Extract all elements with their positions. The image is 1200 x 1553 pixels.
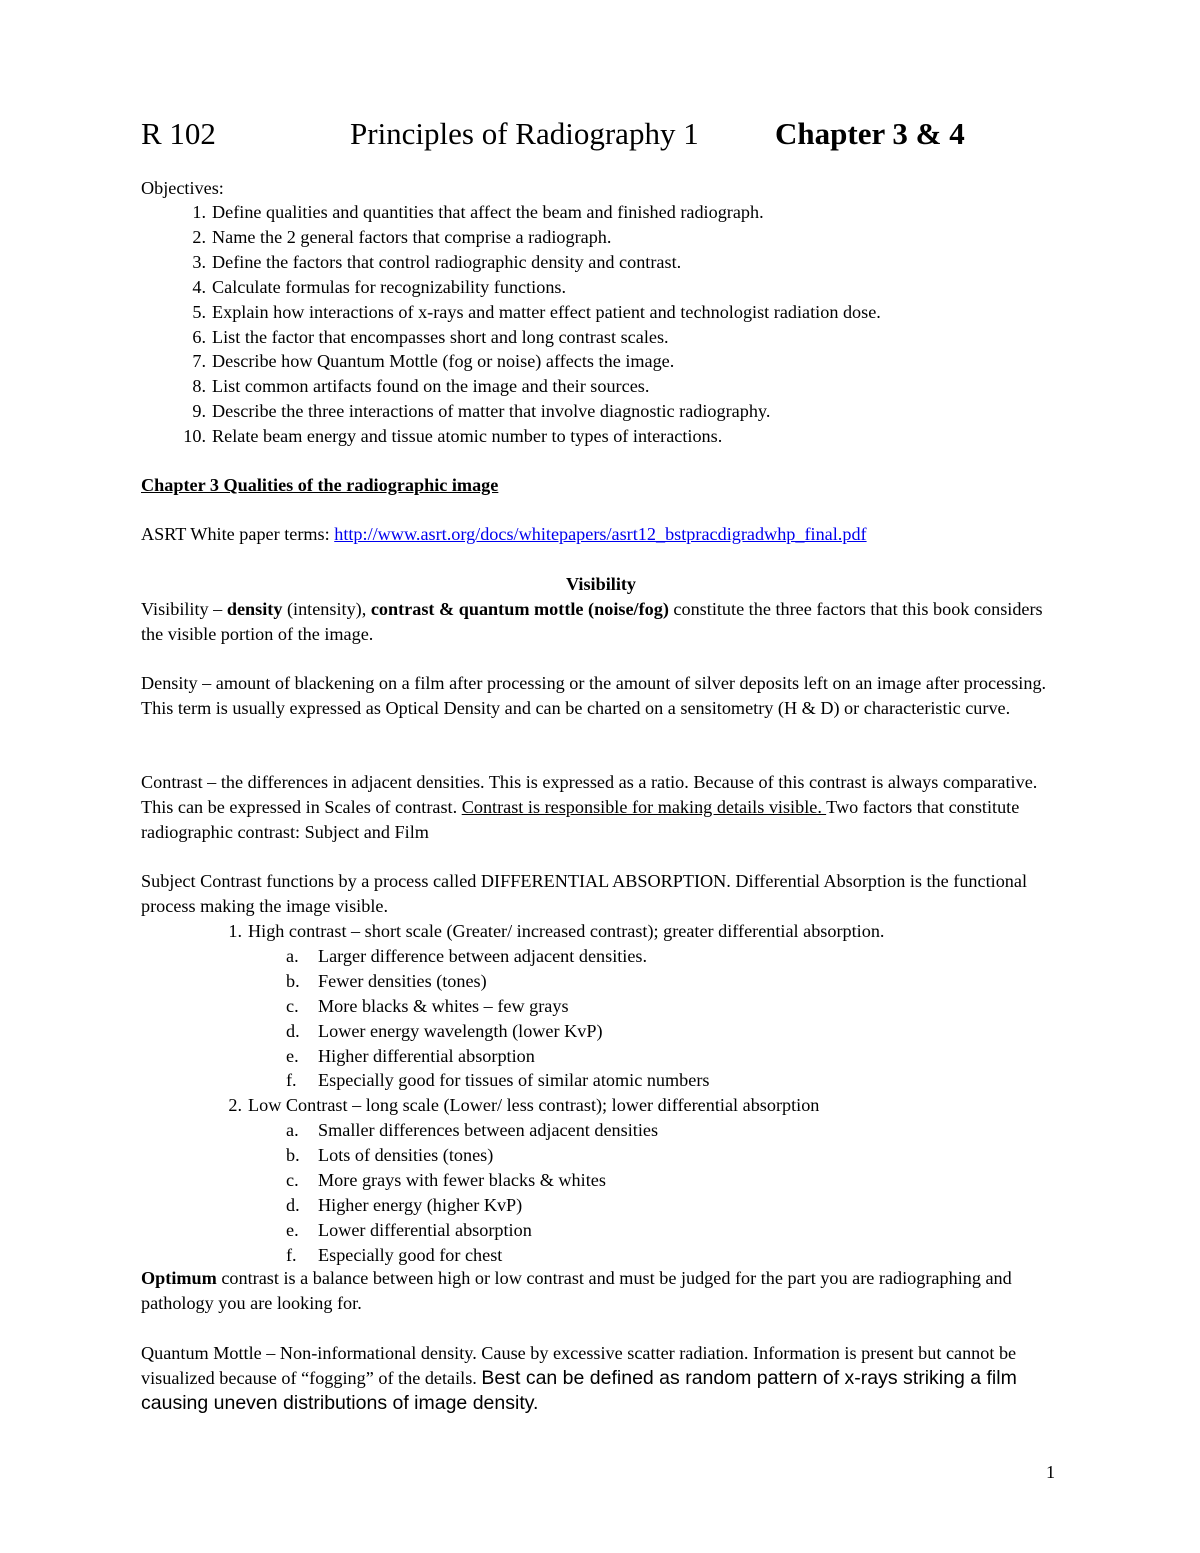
sublist-item bbox=[286, 944, 884, 969]
sublist-item bbox=[286, 969, 884, 994]
sublist-item bbox=[286, 1044, 884, 1069]
visibility-text-3: constitute the three factors that this book considers the visible portion of the image. bbox=[141, 599, 1043, 644]
item-text: List common artifacts found on the image and their sources. bbox=[212, 376, 650, 397]
optimum-paragraph bbox=[141, 1266, 1061, 1316]
item-number: 6. bbox=[192, 326, 206, 347]
item-number: 4. bbox=[192, 276, 206, 297]
contrast-types-list bbox=[228, 919, 885, 1268]
list-item bbox=[192, 325, 881, 350]
high-contrast-sublist bbox=[248, 944, 884, 1093]
item-number: 2. bbox=[228, 1095, 242, 1116]
visibility-paragraph bbox=[141, 597, 1061, 647]
optimum-text: contrast is a balance between high or low contrast and must be judged for the part you are radiographing and pathology you are looking for. bbox=[141, 1268, 1012, 1313]
sublist-item bbox=[286, 1218, 884, 1243]
item-text: Low Contrast – long scale (Lower/ less contrast); lower differential absorption bbox=[248, 1095, 820, 1116]
item-text: Calculate formulas for recognizability functions. bbox=[212, 276, 567, 297]
sublist-item bbox=[286, 1168, 884, 1193]
course-name: Principles of Radiography 1 bbox=[350, 116, 699, 151]
asrt-whitepaper-link[interactable]: http://www.asrt.org/docs/whitepapers/asrt12_bstpracdigradwhp_final.pdf bbox=[334, 524, 867, 544]
item-letter: c. bbox=[286, 1170, 299, 1191]
sublist-item bbox=[286, 994, 884, 1019]
item-text: More grays with fewer blacks & whites bbox=[318, 1170, 606, 1191]
item-number: 2. bbox=[192, 226, 206, 247]
item-number: 7. bbox=[192, 351, 206, 372]
list-item bbox=[192, 374, 881, 399]
list-item bbox=[183, 424, 881, 449]
list-item bbox=[192, 349, 881, 374]
low-contrast-sublist bbox=[248, 1118, 884, 1267]
item-letter: a. bbox=[286, 945, 299, 966]
objectives-label: Objectives: bbox=[141, 178, 224, 198]
item-text: Fewer densities (tones) bbox=[318, 970, 487, 991]
item-text: Lower energy wavelength (lower KvP) bbox=[318, 1020, 603, 1041]
item-letter: f. bbox=[286, 1244, 297, 1265]
item-number: 3. bbox=[192, 251, 206, 272]
contrast-mottle-term: contrast & quantum mottle (noise/fog) bbox=[370, 599, 669, 619]
list-item bbox=[192, 225, 881, 250]
list-item bbox=[192, 300, 881, 325]
item-text: High contrast – short scale (Greater/ increased contrast); greater differential absorption. bbox=[248, 921, 885, 941]
item-text: Describe the three interactions of matter that involve diagnostic radiography. bbox=[212, 401, 771, 422]
visibility-heading: Visibility bbox=[565, 574, 637, 594]
list-item bbox=[228, 919, 885, 1093]
item-letter: e. bbox=[286, 1045, 299, 1066]
item-text: Name the 2 general factors that comprise a radiograph. bbox=[212, 226, 612, 247]
item-text: Describe how Quantum Mottle (fog or noise) affects the image. bbox=[212, 351, 675, 372]
item-letter: d. bbox=[286, 1194, 300, 1215]
item-number: 1. bbox=[228, 921, 242, 941]
item-letter: f. bbox=[286, 1070, 297, 1091]
item-text: Define the factors that control radiographic density and contrast. bbox=[212, 251, 682, 272]
page-number: 1 bbox=[1046, 1462, 1056, 1482]
item-text: Higher energy (higher KvP) bbox=[318, 1194, 523, 1215]
item-number: 9. bbox=[192, 401, 206, 422]
sublist-item bbox=[286, 1243, 884, 1268]
contrast-text-1: Contrast – the differences in adjacent densities. This is expressed as a ratio. Because of this contrast is always comparative. This can be expressed in Scales of contrast. bbox=[141, 772, 1038, 817]
quantum-mottle-paragraph bbox=[141, 1341, 1061, 1416]
item-text: More blacks & whites – few grays bbox=[318, 995, 569, 1016]
sublist-item bbox=[286, 1143, 884, 1168]
item-number: 1. bbox=[192, 202, 206, 222]
list-item bbox=[192, 275, 881, 300]
asrt-label: ASRT White paper terms: bbox=[141, 524, 335, 544]
item-text: Define qualities and quantities that affect the beam and finished radiograph. bbox=[212, 202, 764, 222]
objectives-list bbox=[183, 200, 881, 449]
item-text: Larger difference between adjacent densities. bbox=[318, 945, 648, 966]
contrast-underlined-text: Contrast is responsible for making details visible. bbox=[461, 796, 827, 817]
asrt-line bbox=[141, 522, 1061, 547]
density-paragraph: Density – amount of blackening on a film after processing or the amount of silver deposits left on an image after processing. This term is usually expressed as Optical Density and can be charted on a sensitometry (H & D) or characteristic curve. bbox=[141, 673, 1047, 718]
item-number: 8. bbox=[192, 376, 206, 397]
sublist-item bbox=[286, 1193, 884, 1218]
list-item bbox=[192, 200, 881, 225]
item-text: Higher differential absorption bbox=[318, 1045, 535, 1066]
item-text: Relate beam energy and tissue atomic number to types of interactions. bbox=[212, 426, 723, 447]
sublist-item bbox=[286, 1118, 884, 1143]
item-text: Lots of densities (tones) bbox=[318, 1145, 494, 1166]
item-text: Especially good for chest bbox=[318, 1244, 503, 1265]
list-item bbox=[192, 399, 881, 424]
item-text: Lower differential absorption bbox=[318, 1219, 532, 1240]
chapter3-heading: Chapter 3 Qualities of the radiographic image bbox=[141, 475, 499, 495]
item-text: Smaller differences between adjacent densities bbox=[318, 1120, 659, 1141]
item-number: 5. bbox=[192, 301, 206, 322]
quantum-text-1: Quantum Mottle – Non-informational density. Cause by excessive scatter radiation. Information is present but cannot be visualized because of “fogging” of the details. bbox=[141, 1343, 1017, 1388]
visibility-text-2: (intensity), bbox=[282, 599, 371, 619]
density-term: density bbox=[226, 599, 283, 619]
item-letter: d. bbox=[286, 1020, 300, 1041]
visibility-text-1: Visibility – bbox=[141, 599, 227, 619]
item-text: List the factor that encompasses short and long contrast scales. bbox=[212, 326, 669, 347]
item-letter: e. bbox=[286, 1219, 299, 1240]
item-letter: c. bbox=[286, 995, 299, 1016]
contrast-text-2: Two factors that constitute radiographic contrast: Subject and Film bbox=[141, 796, 1020, 842]
chapter-label: Chapter 3 & 4 bbox=[775, 116, 965, 151]
item-text: Especially good for tissues of similar atomic numbers bbox=[318, 1070, 710, 1091]
optimum-term: Optimum bbox=[141, 1268, 217, 1288]
item-number: 10. bbox=[183, 426, 206, 447]
quantum-text-2: Best can be defined as random pattern of x-rays striking a film causing uneven distributions of image density. bbox=[141, 1366, 1017, 1414]
sublist-item bbox=[286, 1019, 884, 1044]
course-code: R 102 bbox=[141, 116, 216, 151]
item-letter: b. bbox=[286, 1145, 300, 1166]
list-item bbox=[228, 1093, 884, 1267]
item-text: Explain how interactions of x-rays and matter effect patient and technologist radiation dose. bbox=[212, 301, 881, 322]
contrast-paragraph bbox=[141, 770, 1061, 845]
subject-contrast-paragraph: Subject Contrast functions by a process called DIFFERENTIAL ABSORPTION. Differential Absorption is the functional process making the image visible. bbox=[141, 871, 1028, 916]
item-letter: a. bbox=[286, 1120, 299, 1141]
item-letter: b. bbox=[286, 970, 300, 991]
list-item bbox=[192, 250, 881, 275]
sublist-item bbox=[286, 1068, 884, 1093]
